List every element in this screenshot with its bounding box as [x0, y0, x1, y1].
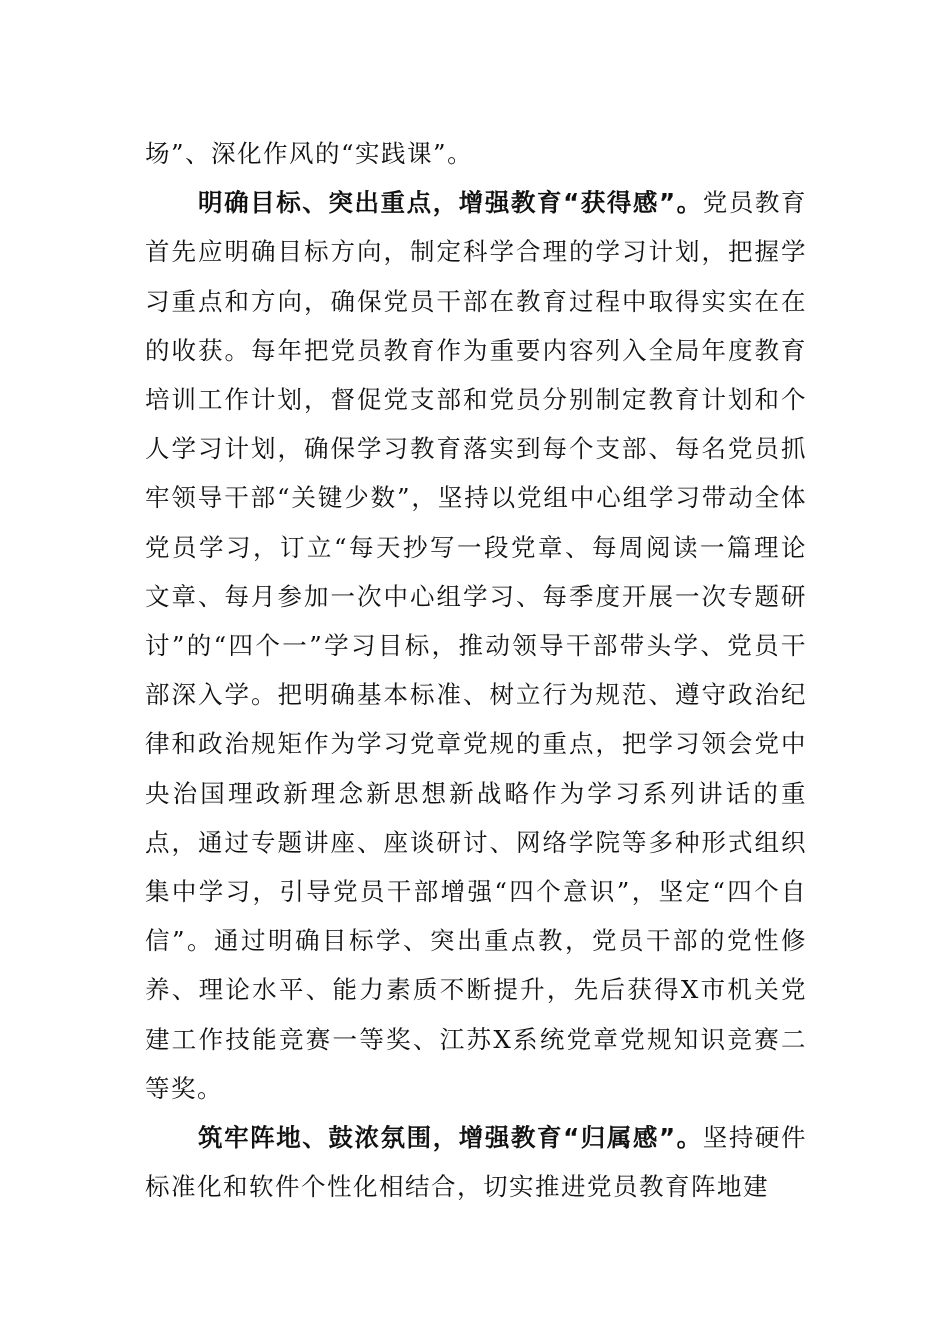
paragraph-heading: 明确目标、突出重点，增强教育“获得感”。 — [198, 188, 703, 218]
paragraph-body: 党员教育首先应明确目标方向，制定科学合理的学习计划，把握学习重点和方向，确保党员干部在教育过程中取得实实在在的收获。每年把党员教育作为重要内容列入全局年度教育培训工作计划，督促党支部和党员分别制定教育计划和个人学习计划，确保学习教育落实到每个支部、每名党员抓牢领导干部“关键少数”，坚持以党组中心组学习带动全体党员学习，订立“每天抄写一段党章、每周阅读一篇理论文章、每月参加一次中心组学习、每季度开展一次专题研讨”的“四个一”学习目标，推动领导干部带头学、党员干部深入学。把明确基本标准、树立行为规范、遵守政治纪律和政治规矩作为学习党章党规的重点，把学习领会党中央治国理政新理念新思想新战略作为学习系列讲话的重点，通过专题讲座、座谈研讨、网络学院等多种形式组织集中学习，引导党员干部增强“四个意识”，坚定“四个自信”。通过明确目标学、突出重点教，党员干部的党性修养、理论水平、能力素质不断提升，先后获得X市机关党建工作技能竞赛一等奖、江苏X系统党章党规知识竞赛二等奖。 — [145, 188, 807, 1103]
paragraph-goals — [145, 178, 807, 1113]
paragraph-heading: 筑牢阵地、鼓浓氛围，增强教育“归属感”。 — [198, 1123, 703, 1153]
paragraph-body: 场”、深化作风的“实践课”。 — [145, 139, 474, 168]
paragraph-body: 坚持硬件标准化和软件个性化相结合，切实推进党员教育阵地建 — [145, 1123, 807, 1202]
paragraph-positions — [145, 1113, 807, 1211]
paragraph-continuation — [145, 129, 807, 178]
document-body — [145, 129, 807, 1211]
